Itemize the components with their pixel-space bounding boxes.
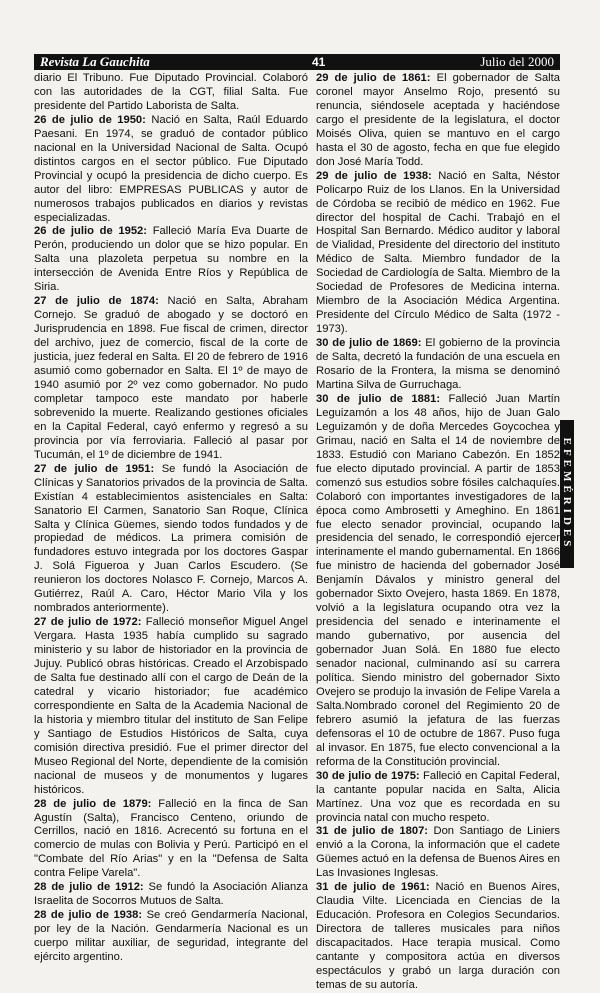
entry-text: Falleció Juan Martín Leguizamón a los 48 años, hijo de Juan Galo Leguizamón y de doña Mercedes Goycochea y Grimau, nació en Salta el 14 de noviembre de 1833. Estudió con Mariano Cabezón. En 1852 fue electo diputado provincial. A partir de 1853 comenzó sus estudios sobre fósiles calchaquíes. Colaboró con importantes investigadores de la época como Ambrosetti y Ameghino. En 1861 fue electo senador provincial, ocupando la presidencia del senado, le correspondió ejercer interinamente el mando gubernamental. En 1866 fue ministro de hacienda del gobernador José Benjamín Dávalos y ministro general del gobernador Sixto Ovejero, hasta 1869. En 1878, volvió a la legislatura ocupando otra vez la presidencia del senado e interinamente el mando gubernativo, por ausencia del gobernador Juan Solá. En 1880 fue electo senador nacional, culminando así su carrera política. Siendo ministro del gobernador Sixto Ovejero se produjo la invasión de Felipe Varela a Salta.Nombrado coronel del Regimiento 20 de febrero asumió la jefatura de las fuerzas defensoras el 10 de octubre de 1867. Puso fuga al invasor. En 1875, fue electo convencional a la reforma de la Constitución provincial. bbox=[316, 392, 561, 768]
entry-text: El gobernador de Salta coronel mayor Anselmo Rojo, presentó su renuncia, siéndosele aceptada y haciéndose cargo el presidente de la legislatura, el doctor Moisés Oliva, quien se mantuvo en el cargo hasta el 30 de agosto, fecha en que fue elegido don José María Todd. bbox=[316, 72, 560, 168]
entry bbox=[316, 770, 560, 826]
entry-text: Se fundó la Asociación Alianza Israelita de Socorros Mutuos de Salta. bbox=[34, 881, 308, 908]
entry bbox=[34, 295, 308, 462]
entry-date: 31 de julio de 1807: bbox=[316, 825, 429, 838]
entry-date: 27 de julio de 1951: bbox=[34, 462, 155, 475]
page-number: 41 bbox=[312, 55, 326, 69]
entry bbox=[34, 114, 308, 226]
left-column bbox=[34, 72, 308, 965]
entry-text: Se fundó la Asociación de Clínicas y Sanatorios privados de la provincia de Salta. Existían 4 establecimientos asistenciales en Salta: Sanatorio El Carmen, Sanatorio San Roque, Clínica Salta y Clínica Güemes, siendo todos fundados y de propiedad de médicos. La primera comisión de fundadores estuvo integrada por los doctores Gaspar J. Solá Figueroa y Juan Carlos Escudero. (Se reunieron los doctores Nolasco F. Cornejo, Marcos A. Gutiérrez, Raúl A. Caro, Héctor Mario Vila y los nombrados anteriormente). bbox=[34, 462, 309, 615]
entry-date: 29 de julio de 1861: bbox=[316, 72, 431, 84]
entry bbox=[34, 909, 308, 965]
entry-text: Se creó Gendarmería Nacional, por ley de la Nación. Gendarmería Nacional es un cuerpo militar auxiliar, de seguridad, integrante del ejército argentino. bbox=[34, 909, 308, 964]
entry-date: 27 de julio de 1972: bbox=[34, 616, 142, 629]
entry-date: 30 de julio de 1881: bbox=[316, 392, 441, 405]
entry-text: Nació en Salta, Raúl Eduardo Paesani. En 1974, se graduó de contador público nacional en la Universidad Nacional de Salta. Ocupó distintos cargos en el sector público. Fue Diputado Provincial y ocupó la presidencia de dicho cuerpo. Es autor del libro: EMPRESAS PUBLICAS y autor de numerosos trabajos publicados en diarios y revistas especializadas. bbox=[34, 113, 308, 224]
entry bbox=[316, 393, 560, 770]
right-column bbox=[316, 72, 560, 993]
entry-date: 29 de julio de 1938: bbox=[316, 169, 432, 182]
entry-date: 26 de julio de 1950: bbox=[34, 113, 146, 126]
entry-date: 30 de julio de 1975: bbox=[316, 769, 420, 782]
entry-text: Falleció en Capital Federal, la cantante popular nacida en Salta, Alicia Martínez. Una voz que es recordada en su provincia natal con mucho respeto. bbox=[316, 769, 561, 824]
entry bbox=[34, 798, 308, 882]
entry bbox=[316, 825, 560, 881]
entry-text: Falleció en la finca de San Agustín (Salta), Francisco Centeno, oriundo de Cerrillos, nació en 1816. Acrecentó su fortuna en el comercio de mulas con Bolivia y Perú. Participó en el "Combate del Río Arias" y en la "Defensa de Salta contra Felipe Varela". bbox=[34, 797, 308, 880]
entry bbox=[316, 72, 560, 170]
entry-date: 28 de julio de 1879: bbox=[34, 797, 152, 810]
entry-text: Nació en Salta, Abraham Cornejo. Se graduó de abogado y se doctoró en Jurisprudencia en 1898. Fue fiscal de crimen, director del archivo, juez de comercio, fiscal de la corte de justicia, juez federal en Salta. El 20 de febrero de 1916 asumió como gobernador en Salta. El 1º de mayo de 1940 asumió por 2º vez como gobernador. No pudo completar tampoco este mandato por haberle sobrevenido la muerte. Realizando gestiones oficiales en la Capital Federal, cayó enfermo y regresó a su provincia por vía ferroviaria. Falleció al pasar por Tucumán, el 1º de diciembre de 1941. bbox=[34, 295, 308, 461]
entry bbox=[316, 881, 560, 993]
entry-text: diario El Tribuno. Fue Diputado Provincial. Colaboró con las autoridades de la CGT, filial Salta. Fue presidente del Partido Laborista de Salta. bbox=[34, 72, 308, 112]
efemerides-side-tab bbox=[560, 420, 574, 568]
entry-text: El gobierno de la provincia de Salta, decretó la fundación de una escuela en Rosario de la Frontera, la misma se denominó Martina Silva de Gurruchaga. bbox=[316, 337, 560, 391]
entry-date: 28 de julio de 1912: bbox=[34, 881, 144, 894]
entry bbox=[34, 616, 308, 797]
entry bbox=[34, 463, 308, 616]
entry-text: Falleció monseñor Miguel Angel Vergara. Hasta 1935 había cumplido su sagrado ministerio y su labor de historiador en la provincia de Jujuy. Publicó obras históricas. Creado el Arzobispado de Salta fue destinado allí con el cargo de Deán de la catedral y vicario historiador; fue académico correspondiente en Salta de la Academia Nacional de la historia y miembro titular del instituto de San Felipe y Santiago de Estudios Históricos de Salta, cuya comisión directiva presidió. Fue el primer director del Museo Regional del Norte, dependiente de la comisión nacional de museos y de monumentos y lugares históricos. bbox=[34, 616, 308, 796]
magazine-title: Revista La Gauchita bbox=[40, 54, 150, 69]
entry bbox=[34, 72, 308, 114]
entry bbox=[34, 881, 308, 909]
entry-text: Don Santiago de Liniers envió a la Corona, la información que el cadete Güemes actuó en la defensa de Buenos Aires en Las Invasiones Inglesas. bbox=[316, 825, 560, 880]
entry-date: 30 de julio de 1869: bbox=[316, 337, 422, 350]
entry-text: Falleció María Eva Duarte de Perón, produciendo un dolor que se hizo popular. En Salta una plazoleta perpetua su nombre en la intersección de Avenida Entre Ríos y República de Siria. bbox=[34, 225, 308, 294]
side-tab-label: EFEMÉRIDES bbox=[561, 437, 573, 551]
entry bbox=[316, 337, 560, 393]
entry bbox=[34, 225, 308, 295]
entry-text: Nació en Buenos Aires, Claudia Vilte. Licenciada en Ciencias de la Educación. Profesora en Colegios Secundarios. Directora de talleres musicales para niños discapacitados. Hace terapia musical. Como cantante y compositora actúa en diversos espectáculos y grabó un larga duración con temas de su autoría. bbox=[316, 881, 560, 991]
entry-date: 28 de julio de 1938: bbox=[34, 909, 143, 922]
entry bbox=[316, 170, 560, 337]
entry-text: Nació en Salta, Néstor Policarpo Ruiz de los Llanos. En la Universidad de Córdoba se recibió de médico en 1962. Fue director del hospital de Cachi. Trabajó en el Hospital San Bernardo. Médico auditor y laboral de Vialidad, Presidente del directorio del instituto Médico de Salta. Miembro fundador de la Sociedad de Cardiología de Salta. Miembro de la Sociedad de Profesores de Medicina interna. Miembro de la Asociación Médica Argentina. Presidente del Círculo Médico de Salta (1972 - 1973). bbox=[316, 169, 560, 336]
entry-date: 31 de julio de 1961: bbox=[316, 881, 430, 894]
entry-date: 26 de julio de 1952: bbox=[34, 225, 147, 238]
entry-date: 27 de julio de 1874: bbox=[34, 295, 159, 308]
page-header bbox=[34, 54, 560, 70]
issue-date: Julio del 2000 bbox=[480, 54, 554, 69]
